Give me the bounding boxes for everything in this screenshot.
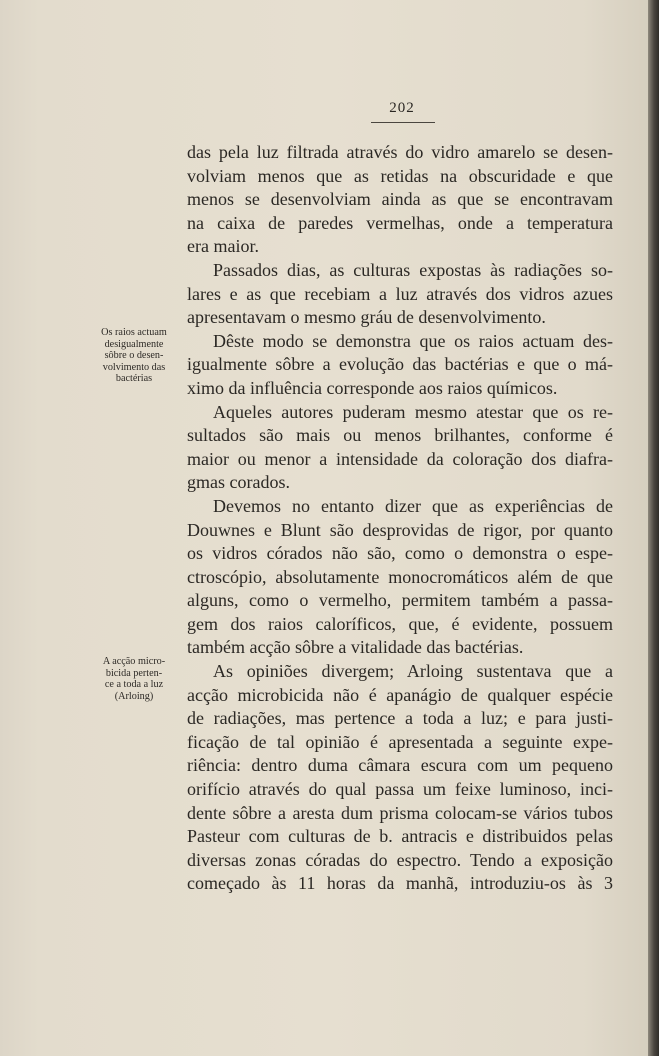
text-line: riência: dentro duma câmara escura com um pequeno bbox=[187, 755, 613, 776]
text-line: ficação de tal opinião é apresentada a seguinte expe- bbox=[187, 731, 613, 752]
margin-note-line: A acção micro- bbox=[102, 656, 166, 667]
text-line: Dêste modo se demonstra que os raios actuam des- bbox=[213, 330, 613, 351]
margin-note-line: sôbre o desen- bbox=[104, 350, 164, 362]
text-line: ctroscópio, absolutamente monocromáticos além de que bbox=[187, 566, 613, 587]
text-line: Aqueles autores puderam mesmo atestar que os re- bbox=[213, 401, 613, 422]
page-number: 202 bbox=[389, 100, 415, 116]
text-line: começado às 11 horas da manhã, introduziu-os às 3 bbox=[187, 873, 613, 894]
margin-note-accao bbox=[88, 656, 180, 702]
margin-note-line: Os raios actuam bbox=[101, 327, 167, 338]
text-line: os vidros córados não são, como o demonstra o espe- bbox=[187, 543, 613, 564]
text-line: sultados são mais ou menos brilhantes, conforme é bbox=[187, 425, 613, 446]
text-line: menos se desenvolviam ainda as que se encontravam bbox=[187, 189, 613, 210]
margin-note-line: bactérias bbox=[115, 373, 153, 385]
text-line: alguns, como o vermelho, permitem também a passa- bbox=[187, 590, 613, 611]
text-line: Passados dias, as culturas expostas às radiações so- bbox=[213, 259, 613, 280]
text-line: era maior. bbox=[187, 236, 259, 257]
text-line: na caixa de paredes vermelhas, onde a temperatura bbox=[187, 212, 613, 233]
text-line: igualmente sôbre a evolução das bactérias e que o má- bbox=[187, 354, 613, 375]
text-line-smallcaps: Pasteur com culturas de b. antracis e distribuidos pelas bbox=[187, 826, 613, 847]
body-text bbox=[187, 141, 613, 896]
text-line: dente sôbre a aresta dum prisma colocam-se vários tubos bbox=[187, 802, 613, 823]
text-line: diversas zonas córadas do espectro. Tendo a exposição bbox=[187, 849, 613, 870]
margin-note-line: volvimento das bbox=[102, 361, 166, 373]
text-line: de radiações, mas pertence a toda a luz; e para justi- bbox=[187, 708, 613, 729]
margin-note-raios bbox=[88, 327, 180, 385]
text-line: Devemos no entanto dizer que as experiências de bbox=[213, 495, 613, 516]
text-line: As opiniões divergem; Arloing sustentava que a bbox=[213, 661, 613, 682]
text-line: ximo da influência corresponde aos raios químicos. bbox=[187, 377, 558, 398]
margin-note-line: ce a toda a luz bbox=[104, 679, 164, 691]
text-line: também acção sôbre a vitalidade das bactérias. bbox=[187, 637, 524, 658]
text-line-smallcaps: Douwnes e Blunt são desprovidas de rigor, por quanto bbox=[187, 519, 613, 540]
text-line: orifício através do qual passa um feixe luminoso, inci- bbox=[187, 779, 613, 800]
page-number-rule bbox=[371, 122, 435, 123]
margin-note-line: bicida perten- bbox=[105, 667, 163, 679]
text-line: acção microbicida não é apanágio de qualquer espécie bbox=[187, 684, 613, 705]
text-line: das pela luz filtrada através do vidro amarelo se desen- bbox=[187, 142, 613, 162]
text-line: maior ou menor a intensidade da coloração dos diafra- bbox=[187, 448, 613, 469]
text-line: apresentavam o mesmo gráu de desenvolvimento. bbox=[187, 307, 546, 328]
text-line: volviam menos que as retidas na obscuridade e que bbox=[187, 165, 613, 186]
text-line: gem dos raios caloríficos, que, é evidente, possuem bbox=[187, 613, 613, 634]
margin-note-line: desigualmente bbox=[104, 338, 164, 350]
text-line: lares e as que recebiam a luz através dos vidros azues bbox=[187, 283, 613, 304]
margin-note-line: (Arloing) bbox=[114, 690, 154, 702]
text-line: gmas corados. bbox=[187, 472, 290, 493]
